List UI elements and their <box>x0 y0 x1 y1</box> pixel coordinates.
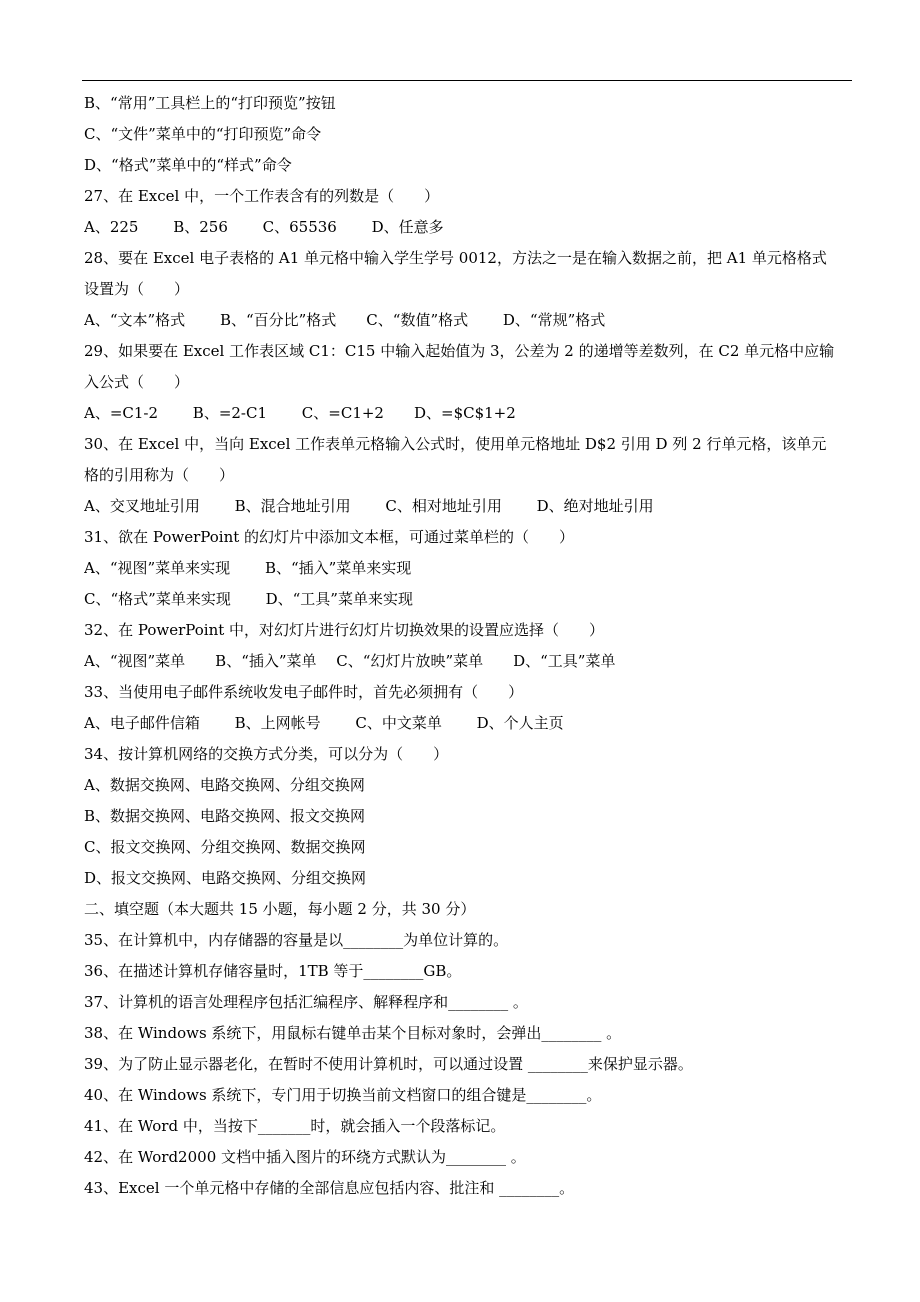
header-rule <box>82 80 852 81</box>
text-line: A、“视图”菜单 B、“插入”菜单 C、“幻灯片放映”菜单 D、“工具”菜单 <box>84 652 616 670</box>
text-line: 43、Excel 一个单元格中存储的全部信息应包括内容、批注和 ________。 <box>84 1179 575 1197</box>
text-line: 35、在计算机中，内存储器的容量是以________为单位计算的。 <box>84 931 509 949</box>
text-line: C、“文件”菜单中的“打印预览”命令 <box>84 125 322 143</box>
text-line: C、报文交换网、分组交换网、数据交换网 <box>84 838 366 856</box>
text-line: 41、在 Word 中，当按下_______时，就会插入一个段落标记。 <box>84 1117 506 1135</box>
text-line: D、报文交换网、电路交换网、分组交换网 <box>84 869 367 887</box>
text-line: 27、在 Excel 中，一个工作表含有的列数是（ ） <box>84 187 440 205</box>
text-line: 入公式（ ） <box>84 373 190 391</box>
text-line: C、“格式”菜单来实现 D、“工具”菜单来实现 <box>84 590 413 608</box>
text-line: 31、欲在 PowerPoint 的幻灯片中添加文本框，可通过菜单栏的（ ） <box>84 528 575 546</box>
text-line: A、交叉地址引用 B、混合地址引用 C、相对地址引用 D、绝对地址引用 <box>84 497 654 515</box>
text-line: A、225 B、256 C、65536 D、任意多 <box>84 218 444 236</box>
text-line: 38、在 Windows 系统下，用鼠标右键单击某个目标对象时，会弹出________ 。 <box>84 1024 622 1042</box>
text-line: A、“视图”菜单来实现 B、“插入”菜单来实现 <box>84 559 412 577</box>
text-line: 39、为了防止显示器老化，在暂时不使用计算机时，可以通过设置 ________来保护显示器。 <box>84 1055 693 1073</box>
text-line: 格的引用称为（ ） <box>84 466 235 484</box>
text-line: D、“格式”菜单中的“样式”命令 <box>84 156 292 174</box>
text-line: 32、在 PowerPoint 中，对幻灯片进行幻灯片切换效果的设置应选择（ ） <box>84 621 605 639</box>
text-line: 二、填空题（本大题共 15 小题，每小题 2 分，共 30 分） <box>84 900 476 918</box>
text-line: 34、按计算机网络的交换方式分类，可以分为（ ） <box>84 745 449 763</box>
question-lines <box>84 88 852 1204</box>
text-line: 37、计算机的语言处理程序包括汇编程序、解释程序和________ 。 <box>84 993 528 1011</box>
text-line: B、数据交换网、电路交换网、报文交换网 <box>84 807 366 825</box>
text-line: 29、如果要在 Excel 工作表区域 C1：C15 中输入起始值为 3，公差为 2 的递增等差数列，在 C2 单元格中应输 <box>84 342 835 360</box>
text-line: 设置为（ ） <box>84 280 190 298</box>
text-line: 36、在描述计算机存储容量时，1TB 等于________GB。 <box>84 962 462 980</box>
text-line: A、数据交换网、电路交换网、分组交换网 <box>84 776 365 794</box>
text-line: A、电子邮件信箱 B、上网帐号 C、中文菜单 D、个人主页 <box>84 714 564 732</box>
text-line: 42、在 Word2000 文档中插入图片的环绕方式默认为________ 。 <box>84 1148 526 1166</box>
text-line: 30、在 Excel 中，当向 Excel 工作表单元格输入公式时，使用单元格地址 D$2 引用 D 列 2 行单元格，该单元 <box>84 435 827 453</box>
text-line: 28、要在 Excel 电子表格的 A1 单元格中输入学生学号 0012，方法之一是在输入数据之前，把 A1 单元格格式 <box>84 249 827 267</box>
text-line: 33、当使用电子邮件系统收发电子邮件时，首先必须拥有（ ） <box>84 683 524 701</box>
text-line: A、=C1-2 B、=2-C1 C、=C1+2 D、=$C$1+2 <box>84 404 516 422</box>
text-line: B、“常用”工具栏上的“打印预览”按钮 <box>84 94 336 112</box>
text-line: 40、在 Windows 系统下，专门用于切换当前文档窗口的组合键是________。 <box>84 1086 602 1104</box>
text-line: A、“文本”格式 B、“百分比”格式 C、“数值”格式 D、“常规”格式 <box>84 311 606 329</box>
